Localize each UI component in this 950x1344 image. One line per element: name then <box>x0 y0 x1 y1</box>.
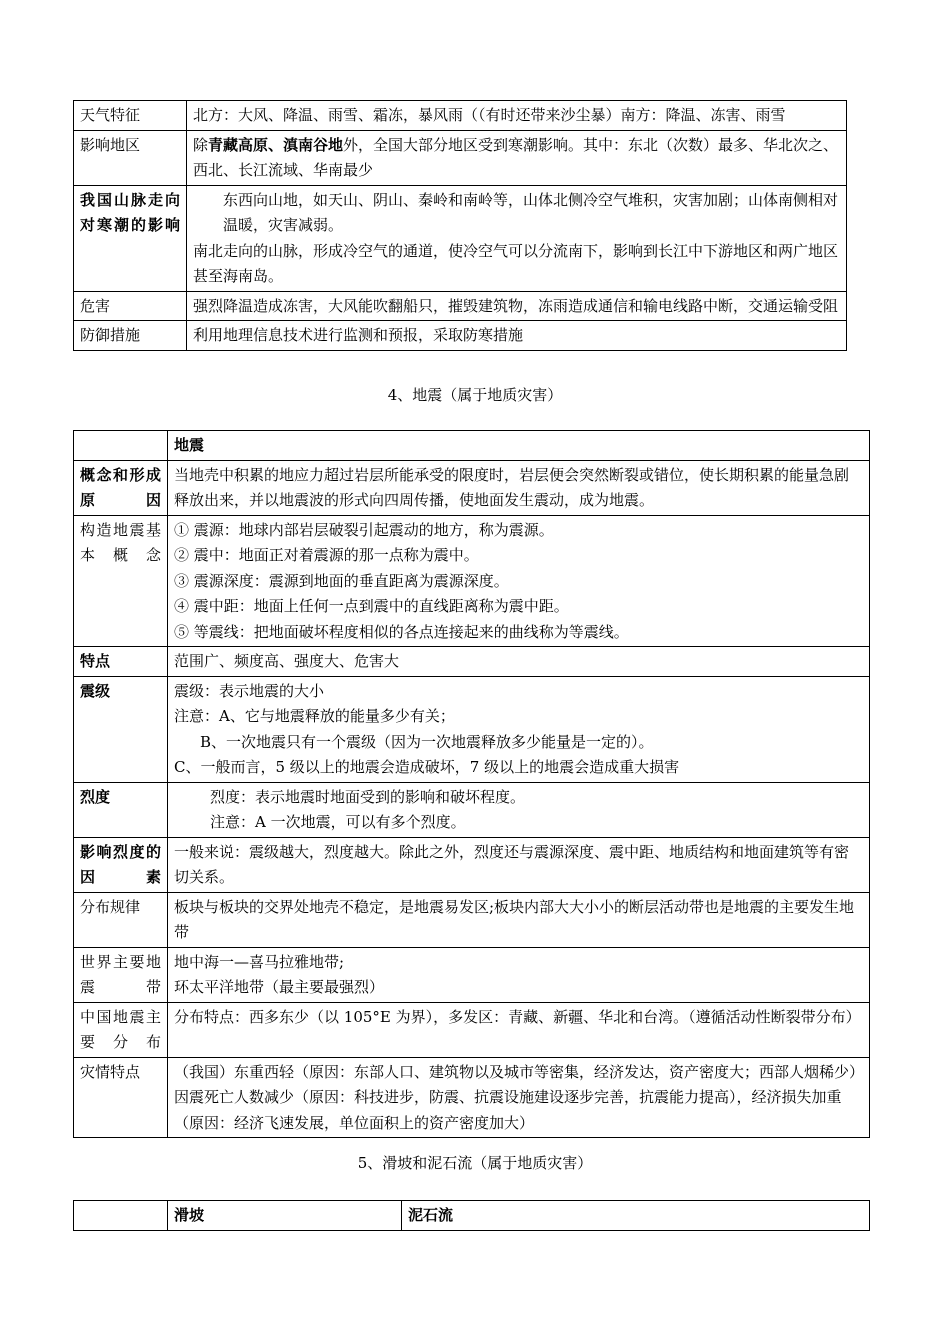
table-row <box>74 291 847 321</box>
row-label: 世界主要地震带 <box>74 947 168 1002</box>
row-text: 北方：大风、降温、雨雪、霜冻，暴风雨（（有时还带来沙尘暴）南方：降温、冻害、雨雪 <box>187 101 847 131</box>
text-line: 震级：表示地震的大小 <box>174 681 325 700</box>
row-text: 当地壳中积累的地应力超过岩层所能承受的限度时，岩层便会突然断裂或错位，使长期积累的能量急剧释放出来，并以地震波的形式向四周传播，使地面发生震动，成为地震。 <box>168 460 870 515</box>
list-item: ③ 震源深度：震源到地面的垂直距离为震源深度。 <box>174 571 509 590</box>
text-line: 烈度：表示地震时地面受到的影响和破坏程度。 <box>210 787 526 806</box>
row-text: 分布特点：西多东少（以 105°E 为界），多发区：青藏、新疆、华北和台湾。（遵循活动性断裂带分布） <box>168 1002 870 1057</box>
earthquake-table <box>73 430 870 1138</box>
row-label: 特点 <box>74 647 168 677</box>
cold-wave-table <box>73 100 847 351</box>
row-text: 范围广、频度高、强度大、危害大 <box>168 647 870 677</box>
section-title: 5、滑坡和泥石流（属于地质灾害） <box>357 1154 593 1172</box>
list-item: ② 震中：地面正对着震源的那一点称为震中。 <box>174 546 479 564</box>
column-header-landslide: 滑坡 <box>168 1201 402 1231</box>
row-label: 天气特征 <box>74 101 187 131</box>
text-rest: 外，全国大部分地区受到寒潮影响。其中：东北（次数）最多、华北次之、西北、长江流域、华南最少 <box>193 135 839 179</box>
row-text <box>187 130 847 185</box>
row-text: 强烈降温造成冻害，大风能吹翻船只，摧毁建筑物，冻雨造成通信和输电线路中断，交通运输受阻 <box>187 291 847 321</box>
row-text <box>187 185 847 291</box>
row-label: 概念和形成原因 <box>74 460 168 515</box>
row-label: 分布规律 <box>74 892 168 947</box>
text-line: 注意：A、它与地震释放的能量多少有关； <box>174 707 455 725</box>
paragraph: 南北走向的山脉，形成冷空气的通道，使冷空气可以分流南下，影响到长江中下游地区和两广地区甚至海南岛。 <box>193 241 839 285</box>
column-header-debris-flow: 泥石流 <box>402 1201 870 1231</box>
row-text <box>168 676 870 782</box>
row-text <box>168 782 870 837</box>
row-label: 构造地震基本概念 <box>74 515 168 647</box>
row-label: 防御措施 <box>74 321 187 351</box>
table-row <box>74 892 870 947</box>
table-row <box>74 321 847 351</box>
table-row <box>74 676 870 782</box>
paragraph: （我国）东重西轻（原因：东部人口、建筑物以及城市等密集，经济发达，资产密度大；西部人烟稀少） <box>174 1062 865 1081</box>
text-line: 地中海一—喜马拉雅地带; <box>174 952 345 971</box>
row-label: 影响地区 <box>74 130 187 185</box>
row-text: 利用地理信息技术进行监测和预报，采取防寒措施 <box>187 321 847 351</box>
row-label: 灾情特点 <box>74 1057 168 1138</box>
row-label: 危害 <box>74 291 187 321</box>
table-row <box>74 101 847 131</box>
row-label: 影响烈度的因素 <box>74 837 168 892</box>
landslide-table <box>73 1200 870 1231</box>
list-item: ④ 震中距：地面上任何一点到震中的直线距离称为震中距。 <box>174 597 569 615</box>
row-text <box>168 947 870 1002</box>
text-prefix: 除 <box>193 135 209 154</box>
row-label: 震级 <box>74 676 168 782</box>
table-row <box>74 837 870 892</box>
table-row <box>74 460 870 515</box>
table-row <box>74 1057 870 1138</box>
table-row <box>74 515 870 647</box>
section-title: 4、地震（属于地质灾害） <box>387 386 563 404</box>
row-label: 我国山脉走向对寒潮的影响 <box>74 185 187 291</box>
table-row <box>74 1201 870 1231</box>
header-empty-cell <box>74 1201 168 1231</box>
row-text <box>168 1057 870 1138</box>
paragraph: 东西向山地，如天山、阴山、秦岭和南岭等，山体北侧冷空气堆积，灾害加剧；山体南侧相对温暖，灾害减弱。 <box>223 190 839 234</box>
row-label: 中国地震主要分布 <box>74 1002 168 1057</box>
table-row <box>74 647 870 677</box>
text-line: 注意：A 一次地震，可以有多个烈度。 <box>210 813 466 831</box>
row-label: 烈度 <box>74 782 168 837</box>
header-empty-cell <box>74 431 168 461</box>
table-row <box>74 947 870 1002</box>
list-item: ① 震源：地球内部岩层破裂引起震动的地方，称为震源。 <box>174 520 554 539</box>
list-item: ⑤ 等震线：把地面破坏程度相似的各点连接起来的曲线称为等震线。 <box>174 622 629 641</box>
table-row <box>74 185 847 291</box>
table-row <box>74 431 870 461</box>
text-line: B、一次地震只有一个震级（因为一次地震释放多少能量是一定的）。 <box>200 732 654 751</box>
bold-regions: 青藏高原、滇南谷地 <box>208 135 344 154</box>
text-line: C、一般而言，5 级以上的地震会造成破坏，7 级以上的地震会造成重大损害 <box>174 758 680 776</box>
table-header: 地震 <box>168 431 870 461</box>
table-row <box>74 1002 870 1057</box>
text-line: 环太平洋地带（最主要最强烈） <box>174 978 385 996</box>
row-text: 一般来说：震级越大，烈度越大。除此之外，烈度还与震源深度、震中距、地质结构和地面建筑等有密切关系。 <box>168 837 870 892</box>
row-text <box>168 515 870 647</box>
table-row <box>74 782 870 837</box>
paragraph: 因震死亡人数减少（原因：科技进步，防震、抗震设施建设逐步完善，抗震能力提高），经济损失加重（原因：经济飞速发展，单位面积上的资产密度加大） <box>174 1088 842 1132</box>
row-text: 板块与板块的交界处地壳不稳定，是地震易发区;板块内部大大小小的断层活动带也是地震的主要发生地带 <box>168 892 870 947</box>
table-row <box>74 130 847 185</box>
